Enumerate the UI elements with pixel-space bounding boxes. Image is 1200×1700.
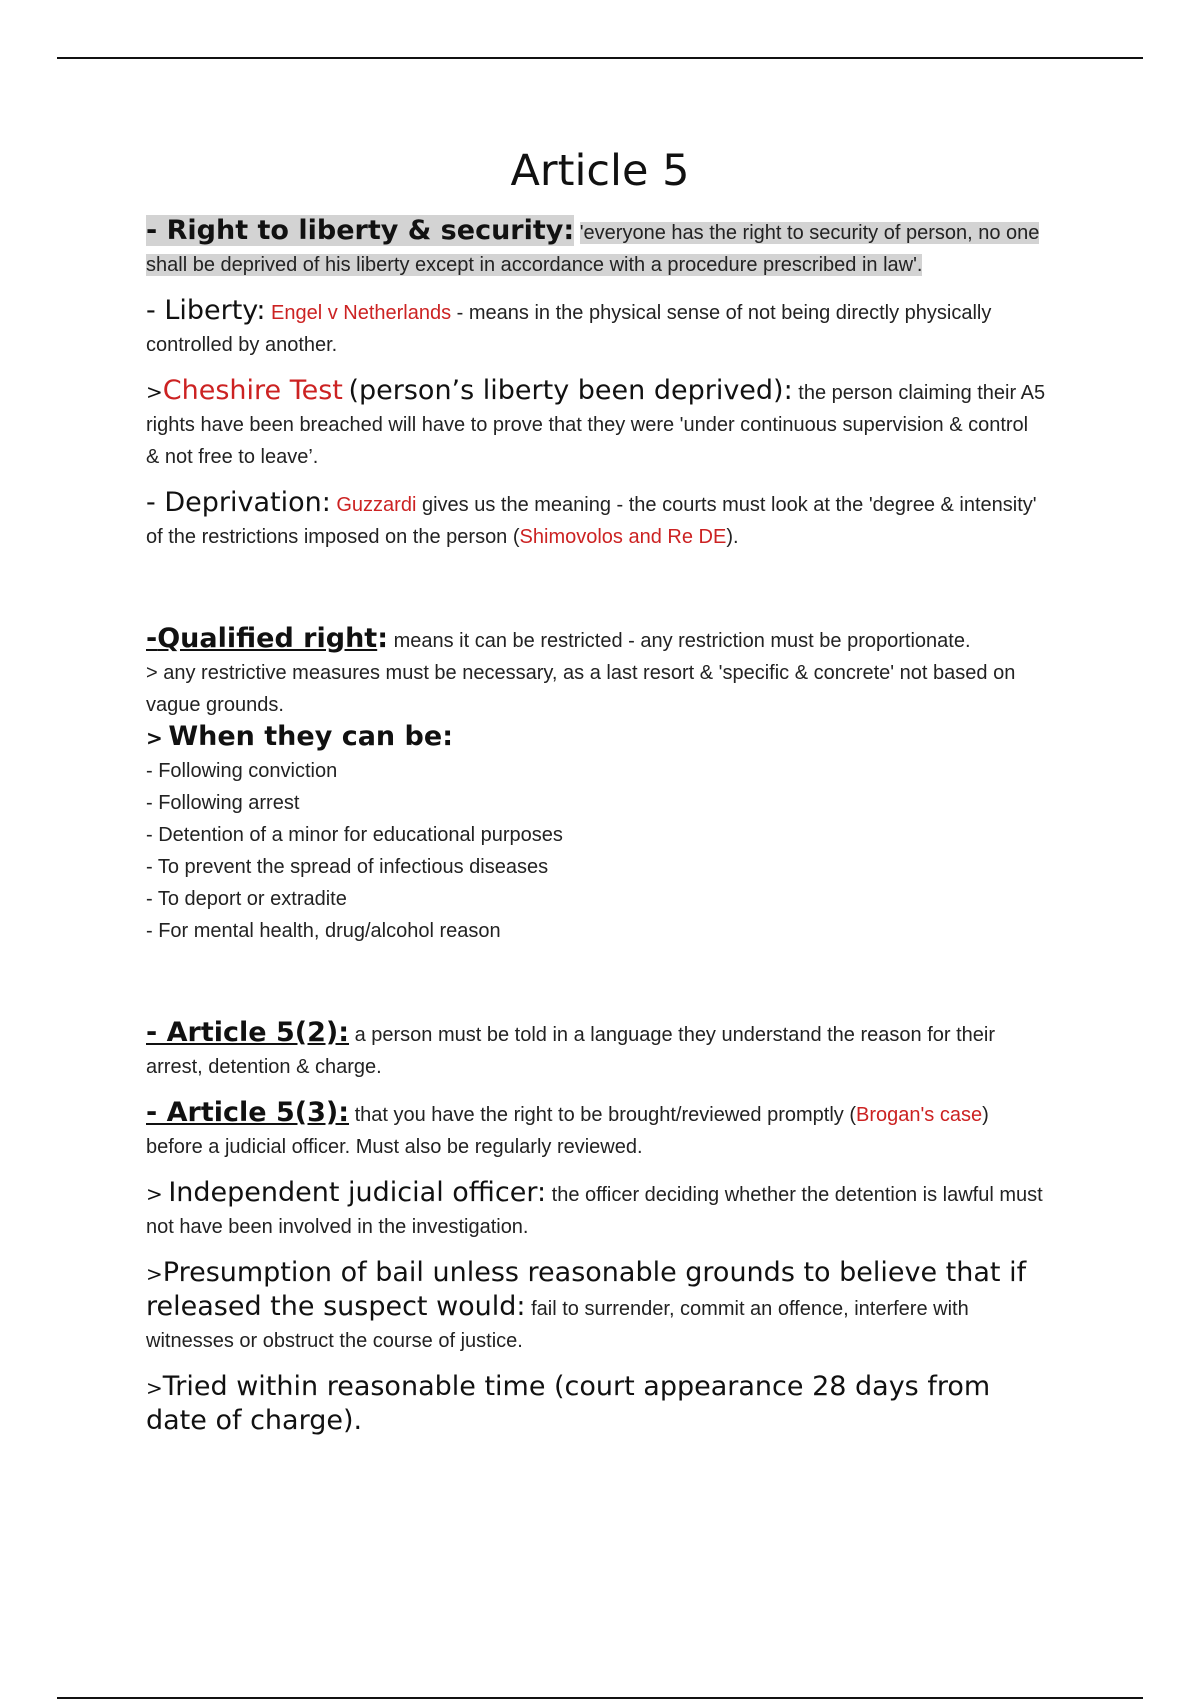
bail-marker: > — [146, 1262, 163, 1286]
independent-officer-text: the officer deciding whether the detention is lawful must not have been involved in the investigation. — [146, 1184, 1043, 1238]
qualified-right-dash: - — [146, 623, 158, 654]
list-item: - Following arrest — [146, 792, 300, 814]
qualified-right-colon: : — [377, 623, 389, 654]
article-5-2-paragraph — [146, 1017, 1046, 1083]
case-engel: Engel v Netherlands — [270, 302, 452, 324]
cheshire-paragraph — [146, 375, 1046, 473]
right-to-liberty-paragraph — [146, 215, 1046, 281]
liberty-paragraph — [146, 295, 1046, 361]
presumption-of-bail-text: fail to surrender, commit an offence, interfere with witnesses or obstruct the course of justice. — [146, 1298, 969, 1352]
top-rule — [57, 57, 1143, 59]
independent-marker: > — [146, 1182, 163, 1206]
case-brogan: Brogan's case — [855, 1104, 983, 1126]
reasonable-time-paragraph — [146, 1371, 1046, 1439]
deprivation-heading: - Deprivation: — [146, 487, 331, 518]
cheshire-heading: (person’s liberty been deprived): — [348, 375, 793, 406]
article-5-3-paragraph — [146, 1097, 1046, 1163]
qualified-right-text: means it can be restricted - any restriction must be proportionate. — [393, 630, 971, 652]
when-they-can-be-heading: When they can be: — [168, 721, 453, 752]
independent-officer-paragraph — [146, 1177, 1046, 1243]
cheshire-marker: > — [146, 380, 163, 404]
qualified-right-heading — [146, 623, 377, 654]
right-to-liberty-heading: - Right to liberty & security: — [146, 215, 575, 246]
bottom-rule — [57, 1697, 1143, 1699]
presumption-of-bail-paragraph — [146, 1257, 1046, 1357]
list-item: - To prevent the spread of infectious diseases — [146, 856, 549, 878]
deprivation-text-1: gives us the meaning - the courts must look at the 'degree & intensity' of the restrictions imposed on the person ( — [146, 494, 1037, 548]
when-they-can-be-paragraph — [146, 721, 1046, 755]
article-5-2-heading: - Article 5(2): — [146, 1017, 350, 1048]
article-5-3-heading: - Article 5(3): — [146, 1097, 350, 1128]
liberty-text: - means in the physical sense of not being directly physically controlled by another. — [146, 302, 992, 356]
case-shimovolos: Shimovolos and Re DE — [519, 526, 727, 548]
qualified-right-paragraph — [146, 623, 1046, 657]
restrictive-measures-paragraph: > any restrictive measures must be necessary, as a last resort & 'specific & concrete' not based on vague grounds. — [146, 662, 1016, 716]
list-item: - Following conviction — [146, 760, 338, 782]
page-title: Article 5 — [510, 146, 690, 196]
article-5-3-text-2: ) before a judicial officer. Must also be regularly reviewed. — [146, 1104, 989, 1158]
list-item: - To deport or extradite — [146, 888, 347, 910]
article-5-3-text-1: that you have the right to be brought/reviewed promptly ( — [354, 1104, 856, 1126]
independent-officer-heading: Independent judicial officer: — [168, 1177, 547, 1208]
document-body — [146, 215, 1046, 1439]
when-marker: > — [146, 726, 163, 750]
deprivation-text-2: ). — [726, 526, 739, 548]
right-to-liberty-quote: 'everyone has the right to security of person, no one shall be deprived of his liberty except in accordance with a procedure prescribed in law'. — [146, 222, 1040, 276]
qualified-right-label: Qualified right — [157, 623, 378, 654]
list-item: - Detention of a minor for educational purposes — [146, 824, 563, 846]
reasonable-time-heading: Tried within reasonable time (court appearance 28 days from date of charge). — [146, 1371, 991, 1436]
presumption-of-bail-heading: Presumption of bail unless reasonable grounds to believe that if released the suspect would: — [146, 1257, 1027, 1322]
liberty-heading: - Liberty: — [146, 295, 266, 326]
case-cheshire-test: Cheshire Test — [162, 375, 343, 406]
case-guzzardi: Guzzardi — [336, 494, 417, 516]
cheshire-text: the person claiming their A5 rights have been breached will have to prove that they were 'under continuous supervision & control & not free to leave’. — [146, 382, 1046, 468]
deprivation-paragraph — [146, 487, 1046, 553]
article-5-2-text: a person must be told in a language they understand the reason for their arrest, detention & charge. — [146, 1024, 995, 1078]
restriction-list — [146, 755, 1046, 947]
reasonable-time-marker: > — [146, 1376, 163, 1400]
list-item: - For mental health, drug/alcohol reason — [146, 920, 501, 942]
